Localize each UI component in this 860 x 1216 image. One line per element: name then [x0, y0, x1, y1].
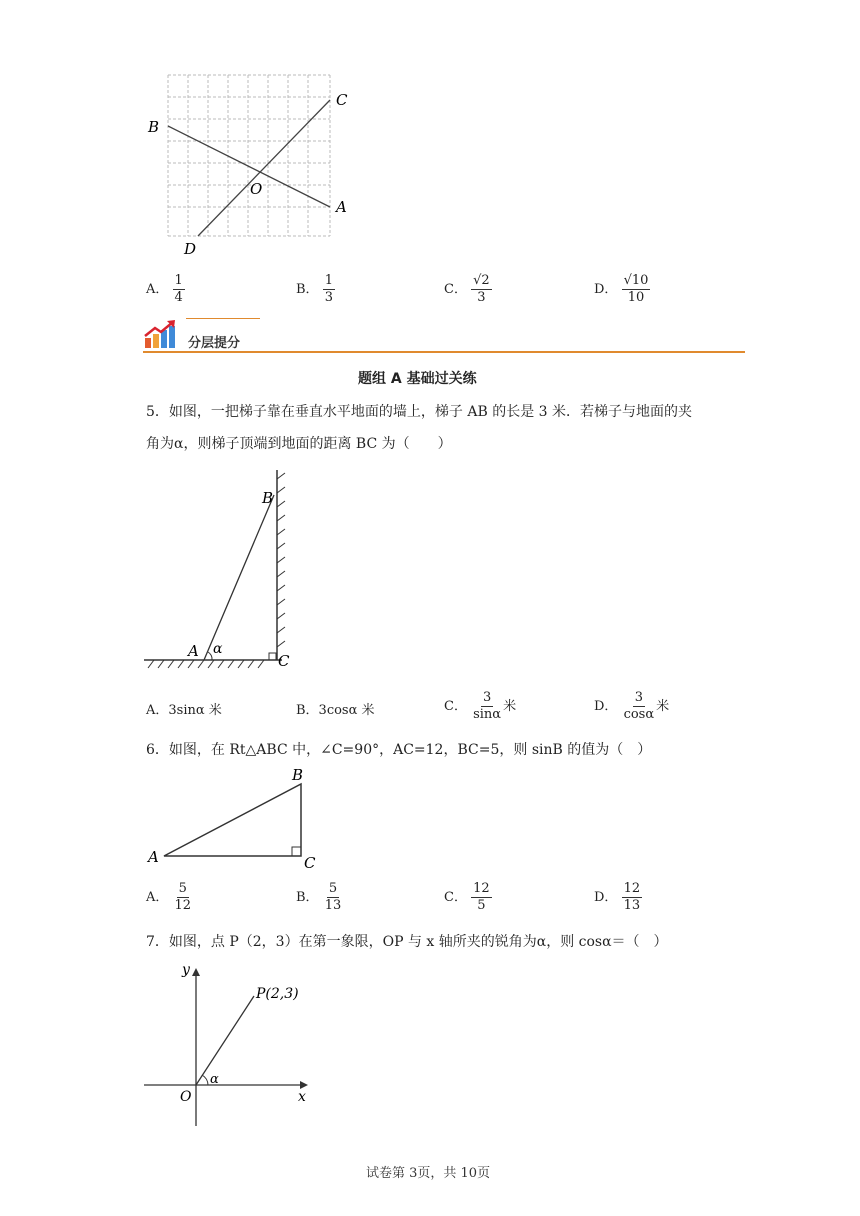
denominator: 5 [477, 898, 486, 913]
q6-option-d-fraction [622, 881, 643, 914]
denominator: sinα [473, 707, 502, 722]
q5-option-d[interactable] [594, 690, 669, 723]
q7-label-x: x [298, 1089, 306, 1105]
q4-label-b: B [148, 118, 160, 136]
numerator: 3 [634, 690, 643, 705]
numerator: 1 [324, 273, 333, 288]
q6-label-b: B [292, 766, 304, 784]
denominator: 12 [174, 898, 192, 913]
q7-label-y: y [182, 962, 190, 978]
q6-option-a-letter: A． [146, 890, 169, 905]
q5-label-a: A [188, 642, 199, 660]
q5-option-c-unit: 米 [503, 699, 517, 714]
q5-label-alpha: α [213, 641, 223, 657]
q6-option-a[interactable] [146, 881, 193, 914]
q4-label-o: O [250, 180, 263, 198]
denominator: 13 [623, 898, 641, 913]
q5-option-a[interactable]: A．3sinα 米 [146, 703, 222, 718]
q4-option-a-fraction [173, 273, 185, 306]
q6-option-c[interactable] [444, 881, 492, 914]
q6-option-b-fraction [323, 881, 344, 914]
q6-label-c: C [304, 854, 316, 872]
q4-label-c: C [336, 91, 348, 109]
q4-option-d-fraction [622, 273, 651, 306]
q4-label-d: D [184, 240, 197, 258]
denominator: 3 [324, 290, 333, 305]
q6-triangle-figure [140, 762, 330, 874]
q5-option-b[interactable]: B．3cosα 米 [296, 703, 375, 718]
q6-option-d-letter: D． [594, 890, 618, 905]
q6-option-a-fraction [173, 881, 194, 914]
q5-option-c-fraction [471, 690, 503, 723]
denominator: 10 [627, 290, 645, 305]
denominator: cosα [623, 707, 655, 722]
section-top-line [186, 318, 260, 319]
q5-option-d-letter: D． [594, 699, 618, 714]
q4-option-b-fraction [323, 273, 335, 306]
q5-option-c-letter: C． [444, 699, 467, 714]
denominator: 13 [324, 898, 342, 913]
denominator: 3 [477, 290, 486, 305]
section-divider [143, 351, 745, 353]
numerator: 3 [482, 690, 492, 705]
q6-label-a: A [148, 848, 159, 866]
q4-option-b-letter: B． [296, 282, 319, 297]
q7-label-p: P(2,3) [256, 986, 299, 1002]
numerator: 5 [178, 881, 187, 896]
q5-option-c[interactable] [444, 690, 516, 723]
q6-option-b-letter: B． [296, 890, 319, 905]
q5-question-line1: 5．如图，一把梯子靠在垂直水平地面的墙上，梯子 AB 的长是 3 米．若梯子与地面的夹 [146, 404, 693, 420]
q5-ladder-figure [140, 465, 300, 675]
q7-coordinate-figure [140, 958, 320, 1130]
q5-label-c: C [278, 652, 290, 670]
q5-option-d-fraction [622, 690, 657, 723]
q7-label-alpha: α [210, 1072, 219, 1087]
q6-option-c-fraction [471, 881, 492, 914]
q4-option-c-fraction [471, 273, 492, 306]
numerator: √10 [623, 273, 649, 288]
q4-option-c-letter: C． [444, 282, 467, 297]
q4-option-a-letter: A． [146, 282, 169, 297]
q5-option-d-unit: 米 [656, 699, 670, 714]
page-footer: 试卷第 3页，共 10页 [366, 1166, 491, 1181]
q4-option-a[interactable] [146, 273, 185, 306]
section-label: 分层提分 [188, 336, 241, 351]
q4-option-d[interactable] [594, 273, 650, 306]
chart-growth-icon [143, 320, 179, 350]
numerator: 12 [473, 881, 490, 896]
q4-label-a: A [336, 198, 347, 216]
q4-grid-figure [140, 70, 360, 260]
q6-option-d[interactable] [594, 881, 642, 914]
q7-question: 7．如图，点 P（2，3）在第一象限，OP 与 x 轴所夹的锐角为α，则 cosα＝（ ） [146, 934, 668, 950]
numerator: 1 [174, 273, 183, 288]
numerator: 12 [623, 881, 641, 896]
numerator: 5 [328, 881, 338, 896]
numerator: √2 [473, 273, 490, 288]
q6-question: 6．如图，在 Rt△ABC 中，∠C=90°，AC=12，BC=5，则 sinB 的值为（ ） [146, 742, 652, 758]
q4-option-b[interactable] [296, 273, 335, 306]
q6-option-b[interactable] [296, 881, 343, 914]
q5-label-b: B [262, 489, 274, 507]
group-title: 题组 A 基础过关练 [358, 371, 477, 387]
q7-label-o: O [180, 1089, 192, 1105]
q5-question-line2: 角为α，则梯子顶端到地面的距离 BC 为（ ） [146, 436, 452, 452]
denominator: 4 [174, 290, 183, 305]
q4-option-c[interactable] [444, 273, 492, 306]
q4-option-d-letter: D． [594, 282, 618, 297]
q6-option-c-letter: C． [444, 890, 467, 905]
